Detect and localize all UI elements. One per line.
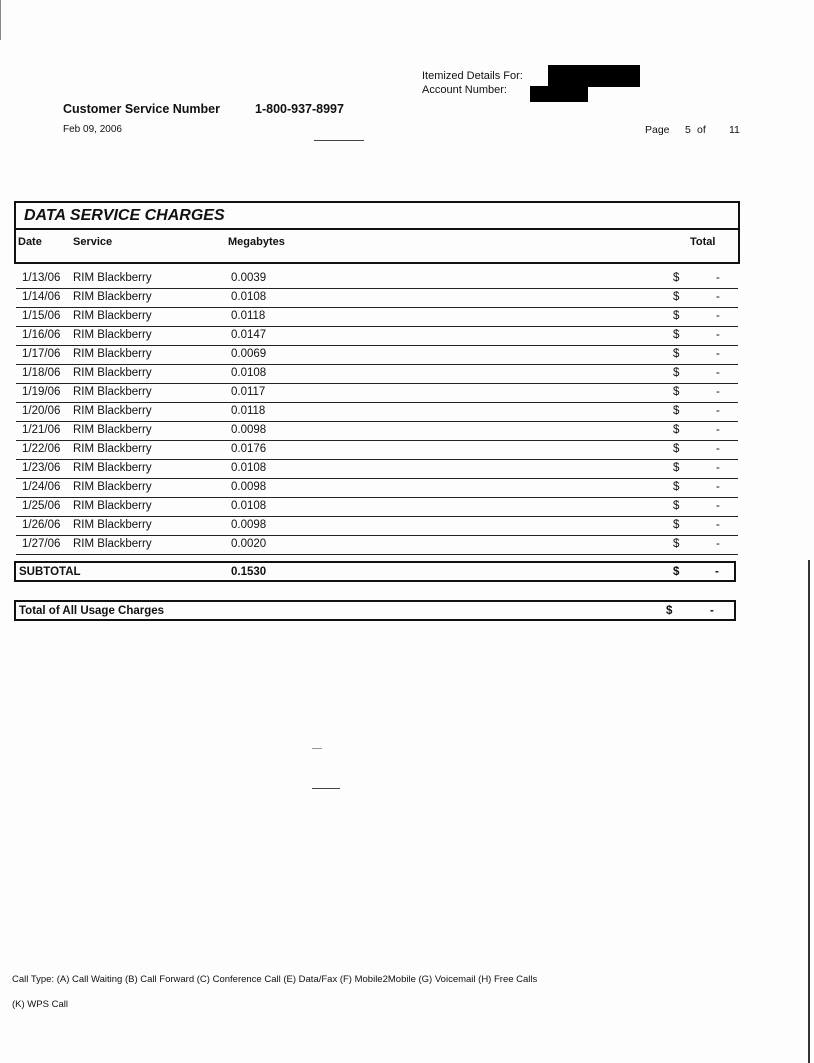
table-row: [16, 307, 738, 327]
row-service: RIM Blackberry: [73, 443, 152, 455]
row-currency: $: [673, 310, 680, 322]
row-currency: $: [673, 538, 680, 550]
grand-total-label: Total of All Usage Charges: [19, 605, 165, 617]
subtotal-label: SUBTOTAL: [19, 566, 81, 578]
row-amount: -: [716, 462, 720, 474]
page-total: 11: [729, 124, 740, 136]
statement-date: Feb 09, 2006: [63, 124, 122, 135]
table-row: [16, 288, 738, 308]
row-megabytes: 0.0176: [231, 443, 267, 455]
itemized-label: Itemized Details For:: [422, 70, 523, 82]
row-currency: $: [673, 500, 680, 512]
row-megabytes: 0.0108: [231, 291, 267, 303]
redacted-account-number: [530, 86, 588, 102]
table-row: [16, 269, 738, 289]
grand-total-currency: $: [666, 605, 673, 617]
redacted-name: [548, 65, 640, 87]
row-megabytes: 0.0108: [231, 500, 267, 512]
row-megabytes: 0.0118: [231, 310, 266, 322]
table-row: [16, 440, 738, 460]
row-megabytes: 0.0039: [231, 272, 267, 284]
section-title: DATA SERVICE CHARGES: [24, 207, 225, 224]
column-header-service: Service: [73, 236, 113, 248]
row-amount: -: [716, 500, 720, 512]
row-megabytes: 0.0098: [231, 519, 267, 531]
subtotal-megabytes: 0.1530: [231, 566, 267, 578]
subtotal-amount: -: [715, 566, 719, 578]
row-amount: -: [716, 424, 720, 436]
table-row: [16, 364, 738, 384]
row-date: 1/20/06: [22, 405, 61, 417]
row-date: 1/27/06: [22, 538, 61, 550]
row-date: 1/17/06: [22, 348, 61, 360]
row-amount: -: [716, 367, 720, 379]
subtotal-row: [14, 561, 736, 582]
column-header-total: Total: [690, 236, 716, 248]
row-amount: -: [716, 443, 720, 455]
row-currency: $: [673, 291, 680, 303]
table-row: [16, 497, 738, 517]
customer-service-number: 1-800-937-8997: [255, 102, 344, 116]
row-amount: -: [716, 386, 720, 398]
row-date: 1/15/06: [22, 310, 61, 322]
grand-total-amount: -: [710, 605, 714, 617]
column-header-date: Date: [18, 236, 42, 248]
row-service: RIM Blackberry: [73, 481, 152, 493]
page-current: 5: [685, 124, 691, 136]
column-header-megabytes: Megabytes: [228, 236, 285, 248]
row-service: RIM Blackberry: [73, 348, 152, 360]
subtotal-currency: $: [673, 566, 680, 578]
row-service: RIM Blackberry: [73, 500, 152, 512]
row-currency: $: [673, 272, 680, 284]
row-date: 1/21/06: [22, 424, 61, 436]
row-date: 1/16/06: [22, 329, 61, 341]
row-currency: $: [673, 443, 680, 455]
row-currency: $: [673, 424, 680, 436]
row-amount: -: [716, 329, 720, 341]
row-service: RIM Blackberry: [73, 291, 152, 303]
page-of: of: [697, 124, 706, 136]
row-amount: -: [716, 291, 720, 303]
row-amount: -: [716, 348, 720, 360]
row-currency: $: [673, 348, 680, 360]
row-service: RIM Blackberry: [73, 405, 152, 417]
row-date: 1/25/06: [22, 500, 61, 512]
row-date: 1/24/06: [22, 481, 61, 493]
row-service: RIM Blackberry: [73, 272, 152, 284]
row-date: 1/26/06: [22, 519, 61, 531]
row-service: RIM Blackberry: [73, 424, 152, 436]
row-date: 1/14/06: [22, 291, 61, 303]
row-megabytes: 0.0069: [231, 348, 267, 360]
row-amount: -: [716, 405, 720, 417]
row-currency: $: [673, 386, 680, 398]
row-amount: -: [716, 310, 720, 322]
page-label: Page: [645, 124, 670, 136]
row-megabytes: 0.0118: [231, 405, 266, 417]
grand-total-row: [14, 600, 736, 621]
row-megabytes: 0.0098: [231, 424, 267, 436]
table-row: [16, 516, 738, 536]
row-megabytes: 0.0020: [231, 538, 267, 550]
row-service: RIM Blackberry: [73, 462, 152, 474]
row-service: RIM Blackberry: [73, 386, 152, 398]
call-types-legend: Call Type: (A) Call Waiting (B) Call Forward (C) Conference Call (E) Data/Fax (F) Mobile2Mobile (G) Voicemail (H) Free Calls: [12, 974, 538, 985]
row-currency: $: [673, 329, 680, 341]
row-date: 1/18/06: [22, 367, 61, 379]
row-megabytes: 0.0147: [231, 329, 267, 341]
row-date: 1/13/06: [22, 272, 61, 284]
customer-service-label: Customer Service Number: [63, 102, 221, 116]
row-amount: -: [716, 481, 720, 493]
row-currency: $: [673, 367, 680, 379]
row-service: RIM Blackberry: [73, 329, 152, 341]
row-megabytes: 0.0108: [231, 367, 267, 379]
table-row: [16, 326, 738, 346]
row-service: RIM Blackberry: [73, 367, 152, 379]
scan-edge: [808, 560, 810, 1063]
table-row: [16, 383, 738, 403]
table-row: [16, 535, 738, 555]
table-row: [16, 459, 738, 479]
row-date: 1/19/06: [22, 386, 61, 398]
row-service: RIM Blackberry: [73, 519, 152, 531]
row-service: RIM Blackberry: [73, 538, 152, 550]
row-date: 1/23/06: [22, 462, 61, 474]
table-row: [16, 478, 738, 498]
row-currency: $: [673, 481, 680, 493]
call-types-legend-continued: (K) WPS Call: [12, 999, 68, 1010]
row-currency: $: [673, 519, 680, 531]
row-service: RIM Blackberry: [73, 310, 152, 322]
table-row: [16, 421, 738, 441]
row-megabytes: 0.0108: [231, 462, 267, 474]
row-amount: -: [716, 538, 720, 550]
row-currency: $: [673, 462, 680, 474]
row-megabytes: 0.0098: [231, 481, 267, 493]
row-currency: $: [673, 405, 680, 417]
scan-edge: [0, 0, 1, 40]
row-date: 1/22/06: [22, 443, 61, 455]
section-header-box: [14, 201, 740, 264]
account-label: Account Number:: [422, 84, 507, 96]
table-row: [16, 345, 738, 365]
row-amount: -: [716, 519, 720, 531]
row-amount: -: [716, 272, 720, 284]
row-megabytes: 0.0117: [231, 386, 266, 398]
table-row: [16, 402, 738, 422]
